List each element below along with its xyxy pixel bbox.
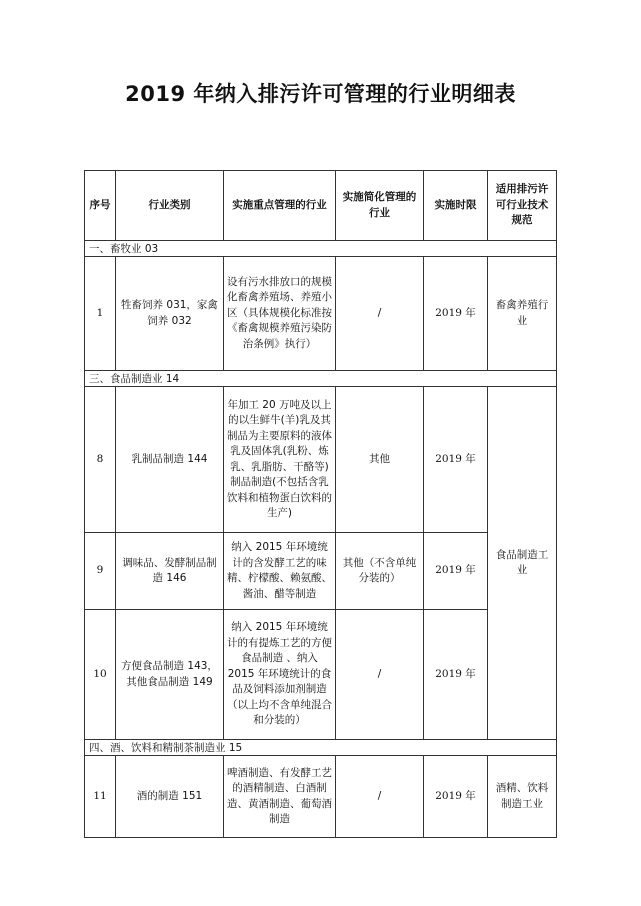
table-row bbox=[85, 756, 557, 838]
cell-spec: 酒精、饮料制造工业 bbox=[488, 756, 557, 838]
cell-category: 调味品、发酵制品制造 146 bbox=[116, 533, 224, 610]
header-key-mgmt: 实施重点管理的行业 bbox=[224, 171, 336, 241]
table-row bbox=[85, 533, 557, 610]
cell-key-mgmt: 纳入 2015 年环境统计的含发酵工艺的味精、柠檬酸、赖氨酸、酱油、醋等制造 bbox=[224, 533, 336, 610]
header-simple-mgmt: 实施简化管理的行业 bbox=[336, 171, 424, 241]
cell-seq: 9 bbox=[85, 533, 116, 610]
cell-category: 方便食品制造 143，其他食品制造 149 bbox=[116, 610, 224, 740]
cell-category: 牲畜饲养 031，家禽饲养 032 bbox=[116, 257, 224, 371]
cell-seq: 11 bbox=[85, 756, 116, 838]
cell-seq: 10 bbox=[85, 610, 116, 740]
cell-deadline: 2019 年 bbox=[424, 387, 488, 533]
section-row bbox=[85, 740, 557, 756]
page-title: 2019 年纳入排污许可管理的行业明细表 bbox=[125, 82, 516, 106]
cell-simple-mgmt: / bbox=[336, 756, 424, 838]
cell-deadline: 2019 年 bbox=[424, 610, 488, 740]
header-category: 行业类别 bbox=[116, 171, 224, 241]
cell-simple-mgmt: / bbox=[336, 257, 424, 371]
cell-simple-mgmt: 其他（不含单纯分装的） bbox=[336, 533, 424, 610]
section-food: 三、食品制造业 14 bbox=[85, 371, 557, 387]
header-row bbox=[85, 171, 557, 241]
header-deadline: 实施时限 bbox=[424, 171, 488, 241]
section-row bbox=[85, 371, 557, 387]
industry-table bbox=[84, 170, 557, 838]
cell-deadline: 2019 年 bbox=[424, 533, 488, 610]
section-row bbox=[85, 241, 557, 257]
cell-category: 乳制品制造 144 bbox=[116, 387, 224, 533]
cell-seq: 1 bbox=[85, 257, 116, 371]
header-spec: 适用排污许可行业技术规范 bbox=[488, 171, 557, 241]
cell-spec: 畜禽养殖行业 bbox=[488, 257, 557, 371]
cell-simple-mgmt: / bbox=[336, 610, 424, 740]
table-row bbox=[85, 387, 557, 533]
section-beverage: 四、酒、饮料和精制茶制造业 15 bbox=[85, 740, 557, 756]
table-row bbox=[85, 610, 557, 740]
header-seq: 序号 bbox=[85, 171, 116, 241]
cell-spec-food: 食品制造工业 bbox=[488, 387, 557, 740]
cell-deadline: 2019 年 bbox=[424, 257, 488, 371]
cell-seq: 8 bbox=[85, 387, 116, 533]
cell-key-mgmt: 设有污水排放口的规模化畜禽养殖场、养殖小区（具体规模化标准按《畜禽规模养殖污染防治条例》执行） bbox=[224, 257, 336, 371]
cell-simple-mgmt: 其他 bbox=[336, 387, 424, 533]
cell-key-mgmt: 啤酒制造、有发酵工艺的酒精制造、白酒制造、黄酒制造、葡萄酒制造 bbox=[224, 756, 336, 838]
cell-deadline: 2019 年 bbox=[424, 756, 488, 838]
cell-category: 酒的制造 151 bbox=[116, 756, 224, 838]
section-livestock: 一、畜牧业 03 bbox=[85, 241, 557, 257]
table-row bbox=[85, 257, 557, 371]
cell-key-mgmt: 年加工 20 万吨及以上的以生鲜牛(羊)乳及其制品为主要原料的液体乳及固体乳(乳粉、炼乳、乳脂肪、干酪等)制品制造(不包括含乳饮料和植物蛋白饮料的生产) bbox=[224, 387, 336, 533]
cell-key-mgmt: 纳入 2015 年环境统计的有提炼工艺的方便食品制造 、纳入 2015 年环境统计的食品及饲料添加剂制造（以上均不含单纯混合和分装的） bbox=[224, 610, 336, 740]
